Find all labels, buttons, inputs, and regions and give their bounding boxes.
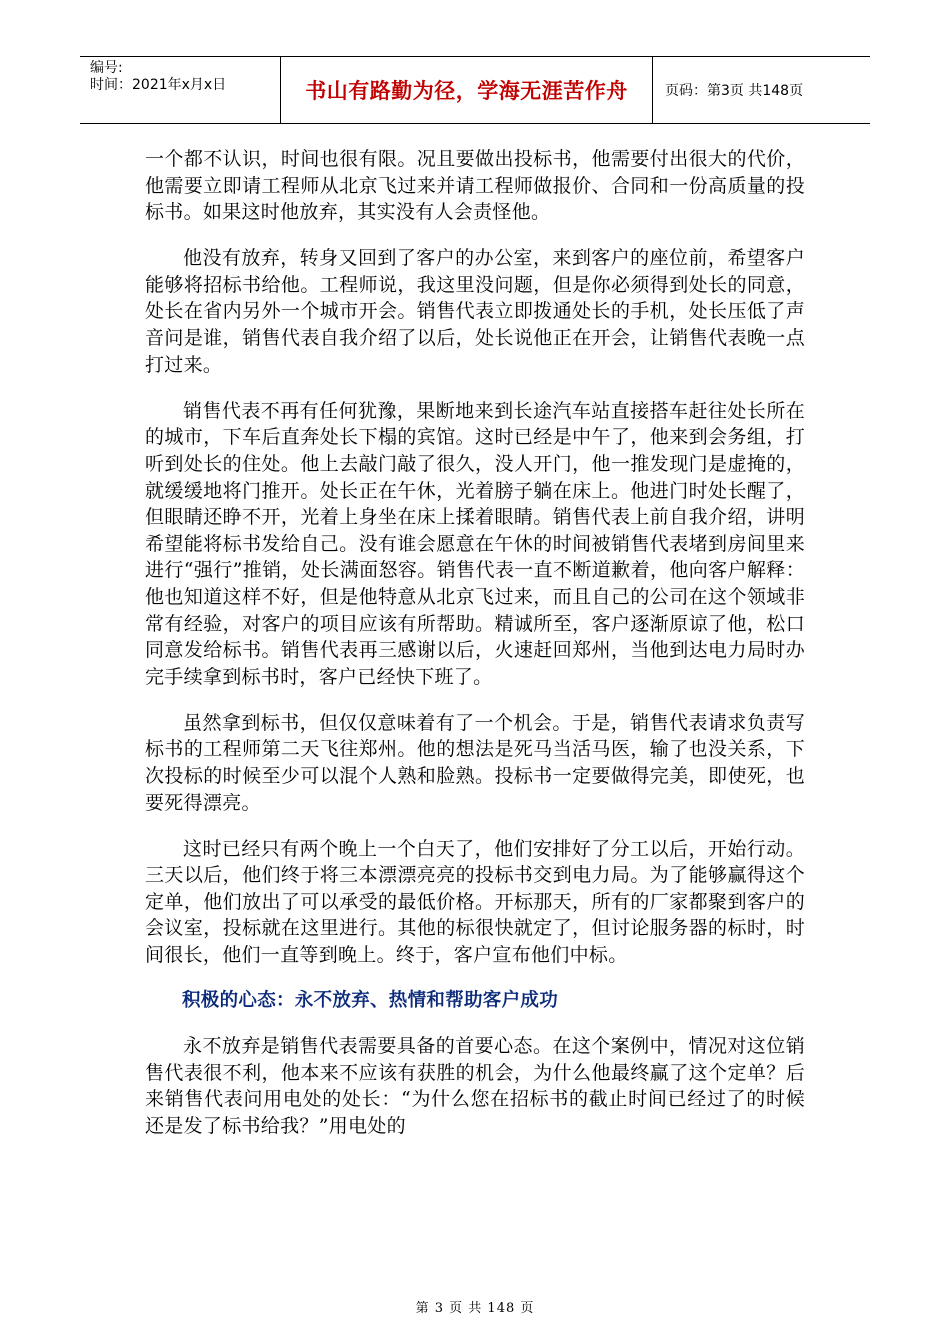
header-page-code: 页码：第3页 共148页 bbox=[665, 83, 804, 99]
section-heading: 积极的心态：永不放弃、热情和帮助客户成功 bbox=[182, 990, 559, 1012]
header-meta bbox=[80, 57, 281, 123]
paragraph-6: 永不放弃是销售代表需要具备的首要心态。在这个案例中，情况对这位销售代表很不利，他本来不应该有获胜的机会，为什么他最终赢了这个定单？后来销售代表问用电处的处长：“为什么您在招标书的截止时间已经过了的时候还是发了标书给我？”用电处的 bbox=[145, 1035, 805, 1137]
page-header bbox=[80, 56, 870, 124]
header-motto: 书山有路勤为径，学海无涯苦作舟 bbox=[281, 57, 653, 123]
page-footer: 第 3 页 共 148 页 bbox=[415, 1301, 535, 1316]
paragraph-4: 虽然拿到标书，但仅仅意味着有了一个机会。于是，销售代表请求负责写标书的工程师第二天飞往郑州。他的想法是死马当活马医，输了也没关系，下次投标的时候至少可以混个人熟和脸熟。投标书一定要做得完美，即使死，也要死得漂亮。 bbox=[145, 711, 805, 814]
paragraph-1: 一个都不认识，时间也很有限。况且要做出投标书，他需要付出很大的代价，他需要立即请工程师从北京飞过来并请工程师做报价、合同和一份高质量的投标书。如果这时他放弃，其实没有人会责怪他。 bbox=[145, 148, 805, 224]
number-label: 编号: bbox=[90, 60, 123, 76]
paragraph-3: 销售代表不再有任何犹豫，果断地来到长途汽车站直接搭车赶往处长所在的城市，下车后直奔处长下榻的宾馆。这时已经是中午了，他来到会务组，打听到处长的住处。他上去敲门敲了很久，没人开门，他一推发现门是虚掩的，就缓缓地将门推开。处长正在午休，光着膀子躺在床上。他进门时处长醒了，但眼睛还睁不开，光着上身坐在床上揉着眼睛。销售代表上前自我介绍，讲明希望能将标书发给自己。没有谁会愿意在午休的时间被销售代表堵到房间里来进行“强行”推销，处长满面怒容。销售代表一直不断道歉着，他向客户解释：他也知道这样不好，但是他特意从北京飞过来，而且自己的公司在这个领域非常有经验，对客户的项目应该有所帮助。精诚所至，客户逐渐原谅了他，松口同意发给标书。销售代表再三感谢以后，火速赶回郑州，当他到达电力局时办完手续拿到标书时，客户已经快下班了。 bbox=[145, 399, 805, 688]
time-label: 时间：2021年x月x日 bbox=[90, 77, 227, 93]
paragraph-5: 这时已经只有两个晚上一个白天了，他们安排好了分工以后，开始行动。三天以后，他们终于将三本漂漂亮亮的投标书交到电力局。为了能够赢得这个定单，他们放出了可以承受的最低价格。开标那天，所有的厂家都聚到客户的会议室，投标就在这里进行。其他的标很快就定了，但讨论服务器的标时，时间很长，他们一直等到晚上。终于，客户宣布他们中标。 bbox=[145, 837, 805, 967]
document-body bbox=[145, 146, 805, 1159]
paragraph-2: 他没有放弃，转身又回到了客户的办公室，来到客户的座位前，希望客户能够将招标书给他。工程师说，我这里没问题，但是你必须得到处长的同意，处长在省内另外一个城市开会。销售代表立即拨通处长的手机，处长压低了声音问是谁，销售代表自我介绍了以后，处长说他正在开会，让销售代表晚一点打过来。 bbox=[145, 247, 805, 376]
